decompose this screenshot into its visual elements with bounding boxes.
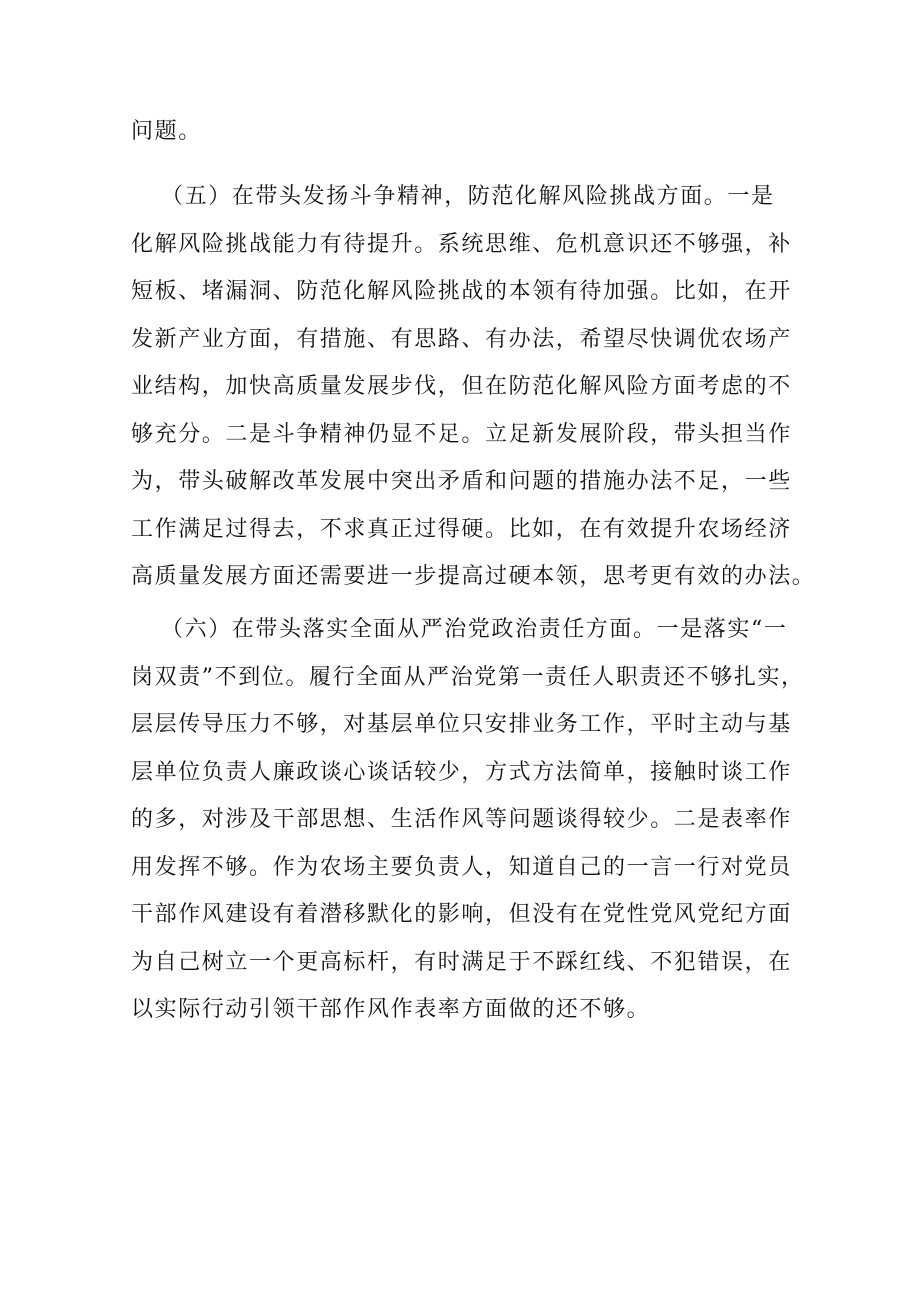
text-line: 问题。 (131, 119, 202, 144)
text-line: 发新产业方面，有措施、有思路、有办法，希望尽快调优农场产 (131, 326, 792, 352)
text-line: 为自己树立一个更高标杆，有时满足于不踩红线、不犯错误，在 (131, 949, 792, 975)
paragraph (131, 606, 805, 1034)
text-line: 层层传导压力不够，对基层单位只安排业务工作，平时主动与基 (131, 712, 792, 737)
paragraph-section-five (131, 173, 816, 601)
text-line: 岗双责”不到位。履行全面从严治党第一责任人职责还不够扎实， (131, 664, 805, 690)
paragraph (131, 108, 791, 156)
text-line: 为，带头破解改革发展中突出矛盾和问题的措施办法不足，一些 (131, 469, 792, 494)
text-line: 高质量发展方面还需要进一步提高过硬本领，思考更有效的办法。 (131, 564, 816, 589)
paragraph-section-six (131, 606, 805, 1034)
paragraph-continuation (131, 108, 791, 156)
text-line: 层单位负责人廉政谈心谈话较少，方式方法简单，接触时谈工作 (131, 759, 792, 785)
text-line: 化解风险挑战能力有待提升。系统思维、危机意识还不够强，补 (131, 231, 792, 257)
text-line: 以实际行动引领干部作风作表率方面做的还不够。 (131, 997, 651, 1022)
text-line: 工作满足过得去，不求真正过得硬。比如，在有效提升农场经济 (131, 516, 792, 542)
paragraph (131, 173, 816, 601)
text-line: 够充分。二是斗争精神仍显不足。立足新发展阶段，带头担当作 (131, 421, 792, 447)
text-line: （六）在带头落实全面从严治党政治责任方面。一是落实“一 (161, 617, 788, 642)
text-line: 用发挥不够。作为农场主要负责人，知道自己的一言一行对党员 (131, 854, 792, 880)
text-line: （五）在带头发扬斗争精神，防范化解风险挑战方面。一是 (161, 184, 775, 209)
text-line: 短板、堵漏洞、防范化解风险挑战的本领有待加强。比如，在开 (131, 279, 792, 304)
text-line: 的多，对涉及干部思想、生活作风等问题谈得较少。二是表率作 (131, 807, 792, 832)
text-line: 业结构，加快高质量发展步伐，但在防范化解风险方面考虑的不 (131, 374, 792, 399)
text-line: 干部作风建设有着潜移默化的影响，但没有在党性党风党纪方面 (131, 902, 792, 927)
